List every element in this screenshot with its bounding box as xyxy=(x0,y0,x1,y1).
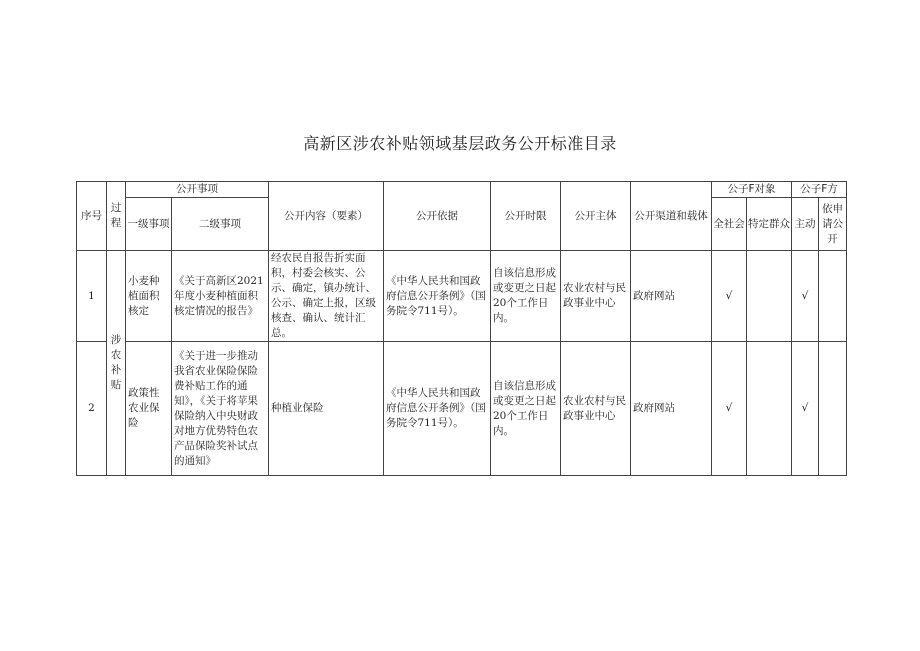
header-specific-group: 特定群众 xyxy=(747,198,792,251)
row-active-check: √ xyxy=(792,342,819,476)
header-level2: 二级事项 xyxy=(172,198,269,251)
row-channel: 政府网站 xyxy=(631,251,712,342)
row-level1: 政策性农业保险 xyxy=(126,342,172,476)
row-time-limit: 自该信息形成或变更之日起20个工作日内。 xyxy=(491,251,561,342)
header-items-group: 公开事项 xyxy=(126,182,269,198)
header-basis: 公开依据 xyxy=(384,182,491,251)
header-content: 公开内容（要素） xyxy=(269,182,384,251)
row-time-limit: 自该信息形成或变更之日起20个工作日内。 xyxy=(491,342,561,476)
row-subject: 农业农村与民政事业中心 xyxy=(561,342,631,476)
table-row xyxy=(77,342,847,476)
row-seq: 2 xyxy=(77,342,107,476)
header-on-request: 依申请公开 xyxy=(819,198,847,251)
header-channel: 公开渠道和载体 xyxy=(631,182,712,251)
row-whole-society-check: √ xyxy=(712,251,747,342)
header-level1: 一级事项 xyxy=(126,198,172,251)
row-process: 涉农补贴 xyxy=(107,251,126,476)
header-process xyxy=(107,182,126,251)
header-time-limit: 公开时限 xyxy=(491,182,561,251)
row-basis: 《中华人民共和国政府信息公开条例》（国务院令711号）。 xyxy=(384,342,491,476)
table-row xyxy=(77,251,847,342)
row-channel: 政府网站 xyxy=(631,342,712,476)
header-process-text: 过程 xyxy=(110,202,122,229)
row-on-request-check xyxy=(819,251,847,342)
header-whole-society: 全社会 xyxy=(712,198,747,251)
row-whole-society-check: √ xyxy=(712,342,747,476)
row-on-request-check xyxy=(819,342,847,476)
header-subject: 公开主体 xyxy=(561,182,631,251)
row-basis: 《中华人民共和国政府信息公开条例》（国务院令711号）。 xyxy=(384,251,491,342)
row-subject: 农业农村与民政事业中心 xyxy=(561,251,631,342)
row-content: 经农民自报告折实面积，村委会核实、公示、确定，镇办统计、公示、确定上报，区级核查、确认、统计汇总。 xyxy=(269,251,384,342)
page-title: 高新区涉农补贴领域基层政务公开标准目录 xyxy=(303,134,617,153)
header-active: 主动 xyxy=(792,198,819,251)
row-specific-group-check xyxy=(747,251,792,342)
header-mode-group: 公子F方 xyxy=(792,182,847,198)
catalog-table xyxy=(76,181,847,476)
row-level2: 《关于高新区2021年度小麦种植面积核定情况的报告》 xyxy=(172,251,269,342)
row-content: 种植业保险 xyxy=(269,342,384,476)
header-seq: 序号 xyxy=(77,182,107,251)
row-level1: 小麦种植面积核定 xyxy=(126,251,172,342)
row-seq: 1 xyxy=(77,251,107,342)
header-target-group: 公子F对象 xyxy=(712,182,792,198)
row-specific-group-check xyxy=(747,342,792,476)
row-active-check: √ xyxy=(792,251,819,342)
row-level2: 《关于进一步推动我省农业保险保险费补贴工作的通知》，《关于将苹果保险纳入中央财政对地方优势特色农产品保险奖补试点的通知》 xyxy=(172,342,269,476)
